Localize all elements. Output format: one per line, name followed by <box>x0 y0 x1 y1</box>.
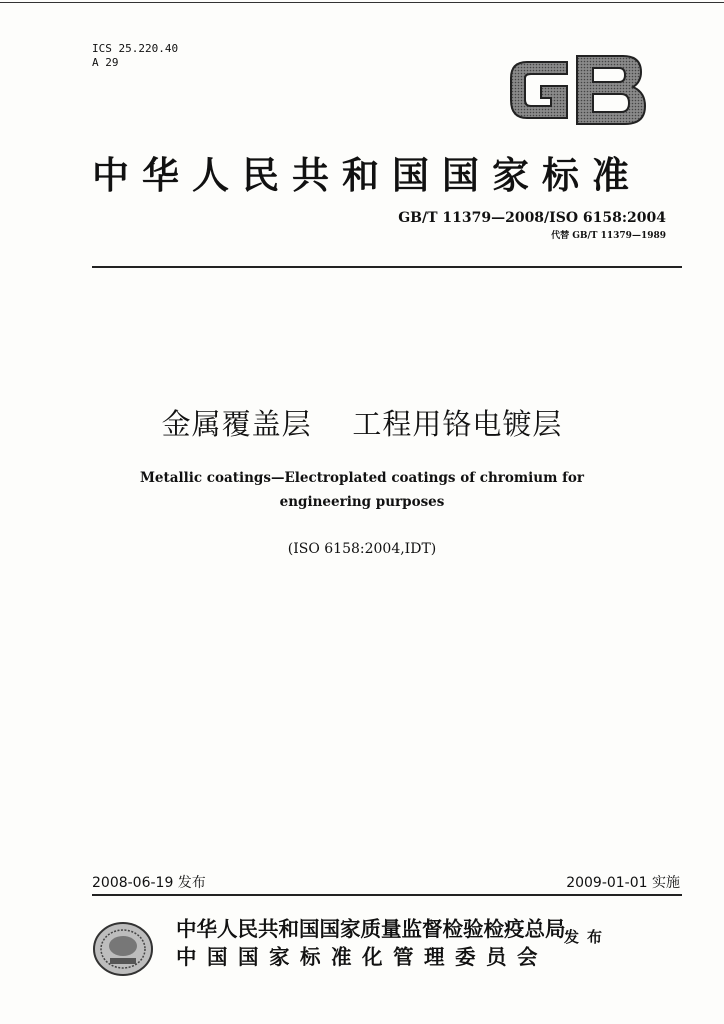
issue-label: 发布 <box>564 928 611 946</box>
publication-date: 2008-06-19 发布 <box>92 875 206 891</box>
national-standard-title: 中华人民共和国国家标准 <box>92 153 642 197</box>
replaces-standard: 代替 GB/T 11379—1989 <box>551 231 666 241</box>
document-title-english-line2: engineering purposes <box>279 494 445 510</box>
document-title-english-line1: Metallic coatings—Electroplated coatings of chromium for <box>139 470 585 486</box>
document-title-chinese: 金属覆盖层 工程用铬电镀层 <box>161 407 563 441</box>
footer-divider <box>92 894 682 896</box>
issuing-org-aqsiq: 中华人民共和国国家质量监督检验检疫总局 <box>176 917 566 941</box>
official-seal-icon <box>92 918 154 980</box>
header-divider <box>92 266 682 268</box>
implementation-date: 2009-01-01 实施 <box>566 875 680 891</box>
standard-number: GB/T 11379—2008/ISO 6158:2004 <box>398 210 666 226</box>
classification-codes <box>92 42 178 70</box>
gb-logo <box>505 48 649 130</box>
top-border-line <box>0 2 724 3</box>
ccs-code: A 29 <box>92 56 119 69</box>
ics-code: ICS 25.220.40 <box>92 42 179 55</box>
gb-logo-text: GB <box>505 48 507 49</box>
issuing-org-sac: 中国国家标准化管理委员会 <box>176 945 548 969</box>
iso-equivalence: (ISO 6158:2004,IDT) <box>287 541 437 557</box>
